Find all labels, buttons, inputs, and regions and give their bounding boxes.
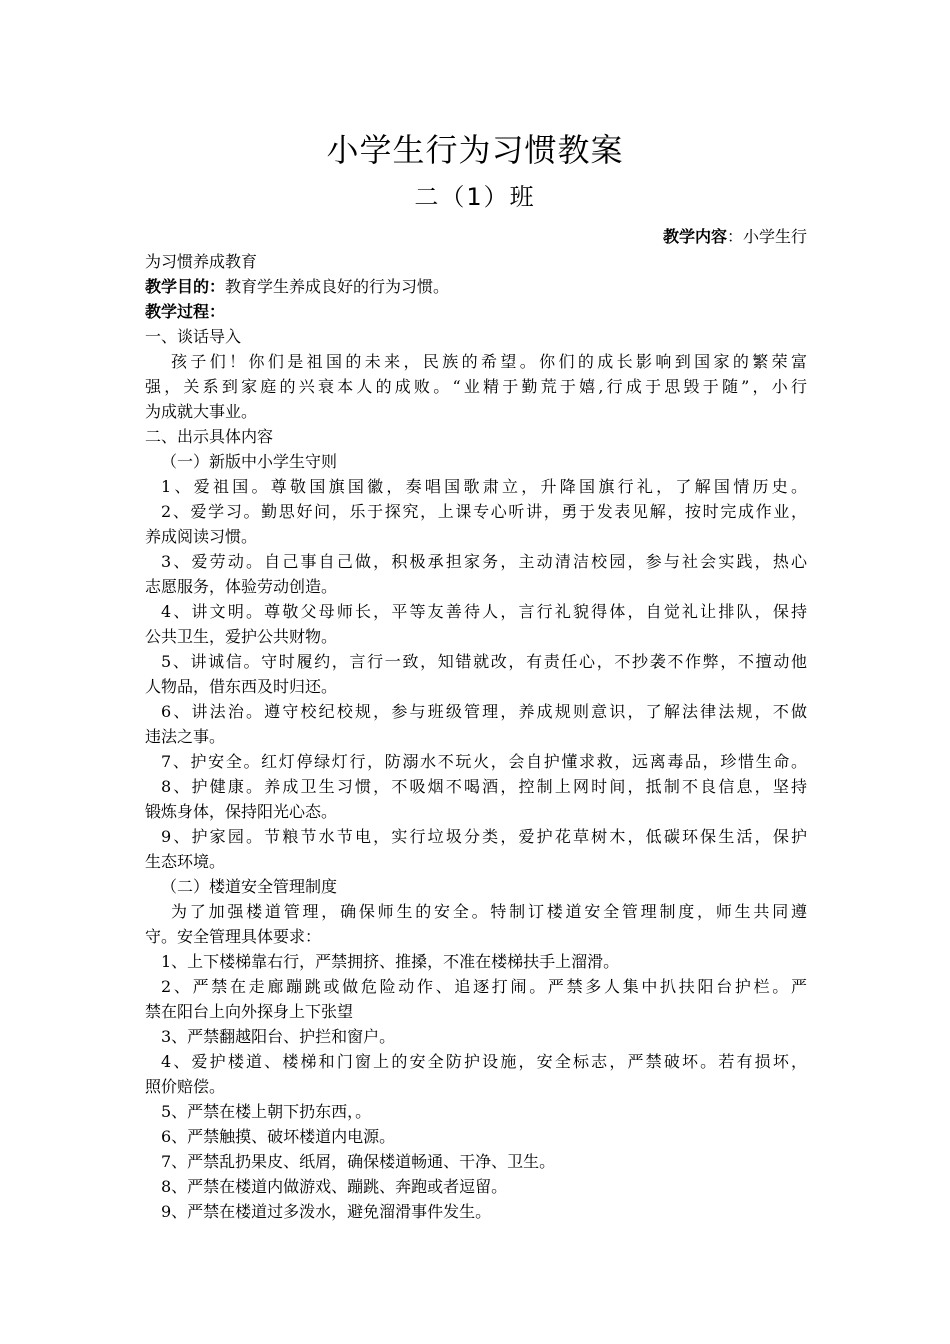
teaching-content-text: ：小学生行: [726, 227, 807, 246]
rule-line: 5、讲诚信。守时履约，言行一致，知错就改，有责任心，不抄袭不作弊，不擅动他: [161, 652, 807, 671]
section-heading-content: 二、出示具体内容: [145, 427, 274, 446]
rule-line: 生态环境。: [145, 852, 226, 871]
safety-rule-line: 6、严禁触摸、破坏楼道内电源。: [161, 1127, 396, 1146]
subsection-heading-rules: （一）新版中小学生守则: [161, 452, 338, 471]
teaching-aim-label: 教学目的：: [145, 277, 226, 296]
safety-rule-line: 3、严禁翻越阳台、护拦和窗户。: [161, 1027, 396, 1046]
safety-rule-line: 2、严禁在走廊蹦跳或做危险动作、追逐打闹。严禁多人集中扒扶阳台护栏。严: [161, 977, 807, 996]
teaching-aim-text: 教育学生养成良好的行为习惯。: [225, 277, 450, 296]
rule-line: 7、护安全。红灯停绿灯行，防溺水不玩火，会自护懂求救，远离毒品，珍惜生命。: [161, 752, 807, 771]
teaching-content-continuation: 为习惯养成教育: [145, 252, 258, 271]
intro-paragraph-line: 为成就大事业。: [145, 402, 258, 421]
rule-line: 养成阅读习惯。: [145, 527, 258, 546]
rule-line: 9、护家园。节粮节水节电，实行垃圾分类，爱护花草树木，低碳环保生活，保护: [161, 827, 807, 846]
rule-line: 6、讲法治。遵守校纪校规，参与班级管理，养成规则意识，了解法律法规，不做: [161, 702, 807, 721]
safety-intro-line: 为了加强楼道管理，确保师生的安全。特制订楼道安全管理制度，师生共同遵: [171, 902, 807, 921]
teaching-process-line: [145, 299, 807, 324]
teaching-content-line: [145, 224, 807, 249]
teaching-content-label: 教学内容: [662, 227, 727, 246]
intro-paragraph-line: 孩子们！你们是祖国的未来，民族的希望。你们的成长影响到国家的繁荣富: [171, 352, 807, 371]
rule-line: 公共卫生，爱护公共财物。: [145, 627, 338, 646]
section-heading-intro: 一、谈话导入: [145, 327, 242, 346]
intro-paragraph-line: 强，关系到家庭的兴衰本人的成败。“业精于勤荒于嬉,行成于思毁于随”，小行: [145, 377, 807, 396]
rule-line: 4、讲文明。尊敬父母师长，平等友善待人，言行礼貌得体，自觉礼让排队，保持: [161, 602, 807, 621]
teaching-aim-line: [145, 274, 807, 299]
rule-line: 锻炼身体，保持阳光心态。: [145, 802, 338, 821]
safety-rule-line: 1、上下楼梯靠右行，严禁拥挤、推搡，不准在楼梯扶手上溜滑。: [161, 952, 620, 971]
teaching-process-label: 教学过程：: [145, 302, 226, 321]
safety-rule-line: 4、爱护楼道、楼梯和门窗上的安全防护设施，安全标志，严禁破坏。若有损坏，: [161, 1052, 807, 1071]
rule-line: 2、爱学习。勤思好问，乐于探究，上课专心听讲，勇于发表见解，按时完成作业，: [161, 502, 807, 521]
class-name: 二（1）班: [414, 183, 536, 211]
safety-rule-line: 9、严禁在楼道过多泼水，避免溜滑事件发生。: [161, 1202, 492, 1221]
safety-intro-line: 守。安全管理具体要求：: [145, 927, 322, 946]
rule-line: 人物品，借东西及时归还。: [145, 677, 338, 696]
rule-line: 8、护健康。养成卫生习惯，不吸烟不喝酒，控制上网时间，抵制不良信息，坚持: [161, 777, 807, 796]
rule-line: 违法之事。: [145, 727, 226, 746]
rule-line: 1、爱祖国。尊敬国旗国徽，奏唱国歌肃立，升降国旗行礼，了解国情历史。: [161, 477, 807, 496]
document-title: 小学生行为习惯教案: [326, 131, 624, 169]
safety-rule-line: 禁在阳台上向外探身上下张望: [145, 1002, 354, 1021]
rule-line: 3、爱劳动。自己事自己做，积极承担家务，主动清洁校园，参与社会实践，热心: [161, 552, 807, 571]
safety-rule-line: 7、严禁乱扔果皮、纸屑，确保楼道畅通、干净、卫生。: [161, 1152, 556, 1171]
safety-rule-line: 5、严禁在楼上朝下扔东西，。: [161, 1102, 372, 1121]
safety-rule-line: 8、严禁在楼道内做游戏、蹦跳、奔跑或者逗留。: [161, 1177, 508, 1196]
document-body: [145, 224, 807, 1224]
safety-rule-line: 照价赔偿。: [145, 1077, 226, 1096]
subsection-heading-safety: （二）楼道安全管理制度: [161, 877, 338, 896]
rule-line: 志愿服务，体验劳动创造。: [145, 577, 338, 596]
